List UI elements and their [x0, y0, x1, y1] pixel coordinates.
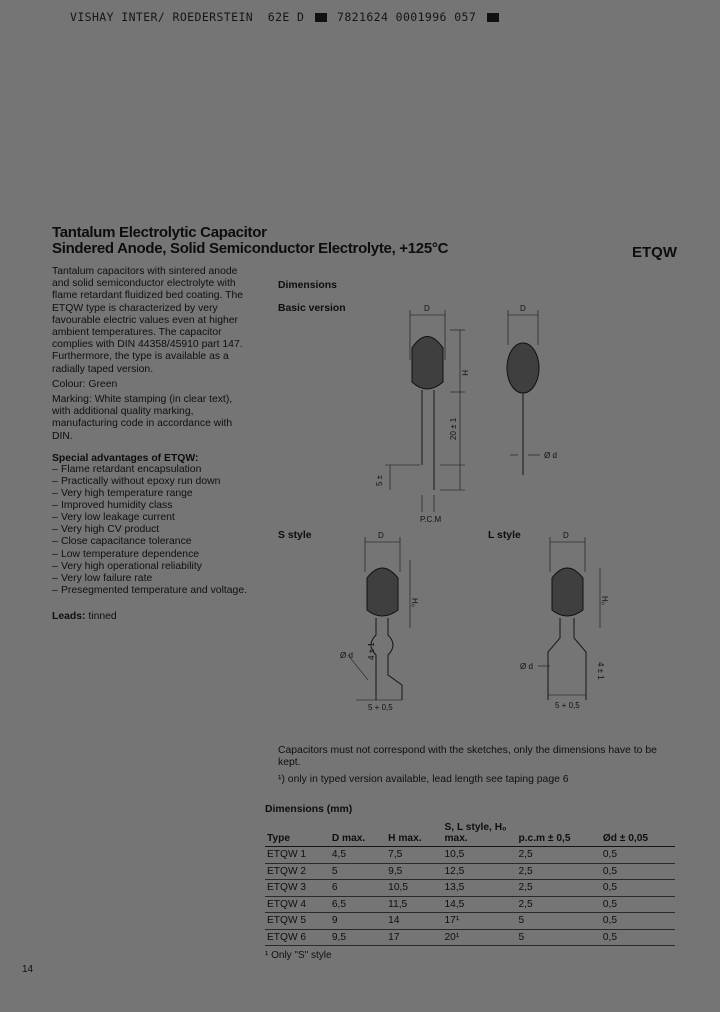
title-line-1: Tantalum Electrolytic Capacitor: [52, 224, 267, 241]
cell: 9,5: [330, 929, 386, 946]
list-item: – Very low leakage current: [52, 512, 252, 524]
dim-20-label: 20 ± 1: [449, 417, 458, 440]
l-dim-4-label: 4 ± 1: [596, 662, 605, 680]
cell: 13,5: [442, 880, 516, 897]
table-row: [265, 880, 675, 897]
cell: ETQW 4: [265, 896, 330, 913]
list-item: – Very high temperature range: [52, 488, 252, 500]
l-dim-h0-label: H₀: [600, 596, 609, 606]
cell: 11,5: [386, 896, 442, 913]
list-item: – Very high CV product: [52, 524, 252, 536]
col-h-max: H max.: [386, 820, 442, 847]
intro-description: Tantalum capacitors with sintered anode and solid semiconductor electrolyte with flame retardant fluidized bed coating. The ETQW type is characterized by very favourable electric values even at higher ambient temperatures. The capacitor complies with DIN 44358/45910 part 147. Furthermore, the type is available as a radially taped version.: [52, 266, 243, 375]
basic-version-drawing: [370, 300, 580, 525]
leads-label: Leads:: [52, 610, 86, 622]
s-dim-pcm-label: 5 + 0,5: [368, 703, 393, 712]
cell: ETQW 2: [265, 863, 330, 880]
cell: 14: [386, 913, 442, 930]
page-number: 14: [22, 964, 34, 975]
table-header-row: [265, 820, 675, 847]
cell: ETQW 3: [265, 880, 330, 897]
col-s-l-style: S, L style, H₀ max.: [442, 820, 516, 847]
scan-header: [70, 10, 600, 24]
col-d-max: D max.: [330, 820, 386, 847]
dimensions-table: [265, 820, 675, 946]
s-dim-h0-label: H₀: [410, 598, 419, 608]
cell: 9: [330, 913, 386, 930]
scan-block-icon: [487, 13, 499, 22]
intro-colour: Colour: Green: [52, 378, 118, 390]
list-item: – Close capacitance tolerance: [52, 536, 252, 548]
cell: 9,5: [386, 863, 442, 880]
cell: 0,5: [601, 929, 675, 946]
cell: 5: [516, 929, 600, 946]
list-item: – Improved humidity class: [52, 500, 252, 512]
cell: 0,5: [601, 896, 675, 913]
scan-header-company: VISHAY INTER/ ROEDERSTEIN: [70, 10, 254, 24]
cell: 0,5: [601, 880, 675, 897]
dim-d-side-label: D: [520, 304, 526, 313]
dim-phid-label: Ø d: [544, 451, 557, 460]
cell: 2,5: [516, 896, 600, 913]
cell: 0,5: [601, 847, 675, 864]
cell: 20¹: [442, 929, 516, 946]
l-dim-phid-label: Ø d: [520, 662, 533, 671]
dimensions-heading: Dimensions: [278, 280, 337, 291]
list-item: – Flame retardant encapsulation: [52, 464, 252, 476]
cell: 6,5: [330, 896, 386, 913]
l-style-drawing: [510, 530, 625, 715]
cell: 10,5: [442, 847, 516, 864]
leads-value: tinned: [88, 610, 117, 622]
advantages-list: [52, 464, 252, 597]
cell: ETQW 5: [265, 913, 330, 930]
dim-h-label: H: [460, 370, 469, 376]
title-line-2: Sindered Anode, Solid Semiconductor Electrolyte, +125°C: [52, 240, 449, 257]
cell: 6: [330, 880, 386, 897]
cell: ETQW 6: [265, 929, 330, 946]
list-item: – Very high operational reliability: [52, 561, 252, 573]
col-pcm: p.c.m ± 0,5: [516, 820, 600, 847]
leads-line: [52, 611, 252, 623]
cell: 0,5: [601, 863, 675, 880]
basic-version-label: Basic version: [278, 303, 346, 314]
advantages-heading: Special advantages of ETQW:: [52, 452, 199, 464]
dim-pcm-label: P.C.M: [420, 515, 442, 524]
cell: 10,5: [386, 880, 442, 897]
page-title: [52, 225, 448, 257]
cell: 2,5: [516, 847, 600, 864]
table-title: Dimensions (mm): [265, 804, 353, 815]
intro-marking: Marking: White stamping (in clear text), with additional quality marking, manufacturing code in accordance with DIN.: [52, 394, 233, 442]
cell: 12,5: [442, 863, 516, 880]
s-style-drawing: [320, 530, 435, 715]
l-capacitor-body: [552, 568, 583, 616]
list-item: – Presegmented temperature and voltage.: [52, 585, 252, 597]
capacitor-body-side: [507, 343, 539, 393]
cell: 14,5: [442, 896, 516, 913]
col-type: Type: [265, 820, 330, 847]
table-row: [265, 913, 675, 930]
table-row: [265, 863, 675, 880]
l-style-label: L style: [488, 530, 521, 541]
list-item: – Low temperature dependence: [52, 549, 252, 561]
col-phid: Ød ± 0,05: [601, 820, 675, 847]
taping-note: ¹) only in typed version available, lead length see taping page 6: [278, 774, 569, 785]
product-code: ETQW: [632, 244, 677, 261]
dim-5-label: 5 ±: [375, 474, 384, 486]
s-dim-phid-label: Ø d: [340, 651, 353, 660]
l-dim-d-label: D: [563, 531, 569, 540]
cell: 17¹: [442, 913, 516, 930]
table-row: [265, 929, 675, 946]
table-row: [265, 847, 675, 864]
scan-header-code2: 7821624 0001996 057: [337, 10, 477, 24]
scan-block-icon: [315, 13, 327, 22]
table-footnote: ¹ Only "S" style: [265, 950, 332, 961]
s-style-label: S style: [278, 530, 312, 541]
table-row: [265, 896, 675, 913]
l-dim-pcm-label: 5 + 0,5: [555, 701, 580, 710]
list-item: – Practically without epoxy run down: [52, 476, 252, 488]
cell: 5: [330, 863, 386, 880]
cell: 7,5: [386, 847, 442, 864]
cell: 2,5: [516, 880, 600, 897]
cell: 2,5: [516, 863, 600, 880]
cell: 4,5: [330, 847, 386, 864]
cell: ETQW 1: [265, 847, 330, 864]
s-dim-4-label: 4 ± 1: [367, 642, 376, 660]
cell: 5: [516, 913, 600, 930]
sketch-note: Capacitors must not correspond with the sketches, only the dimensions have to be kept.: [278, 745, 657, 769]
capacitor-body-front: [412, 337, 443, 390]
s-dim-d-label: D: [378, 531, 384, 540]
s-capacitor-body: [367, 568, 398, 616]
scan-header-code1: 62E D: [267, 10, 305, 24]
list-item: – Very low failure rate: [52, 573, 252, 585]
cell: 0,5: [601, 913, 675, 930]
dim-d-label: D: [424, 304, 430, 313]
cell: 17: [386, 929, 442, 946]
left-column: [52, 266, 252, 623]
